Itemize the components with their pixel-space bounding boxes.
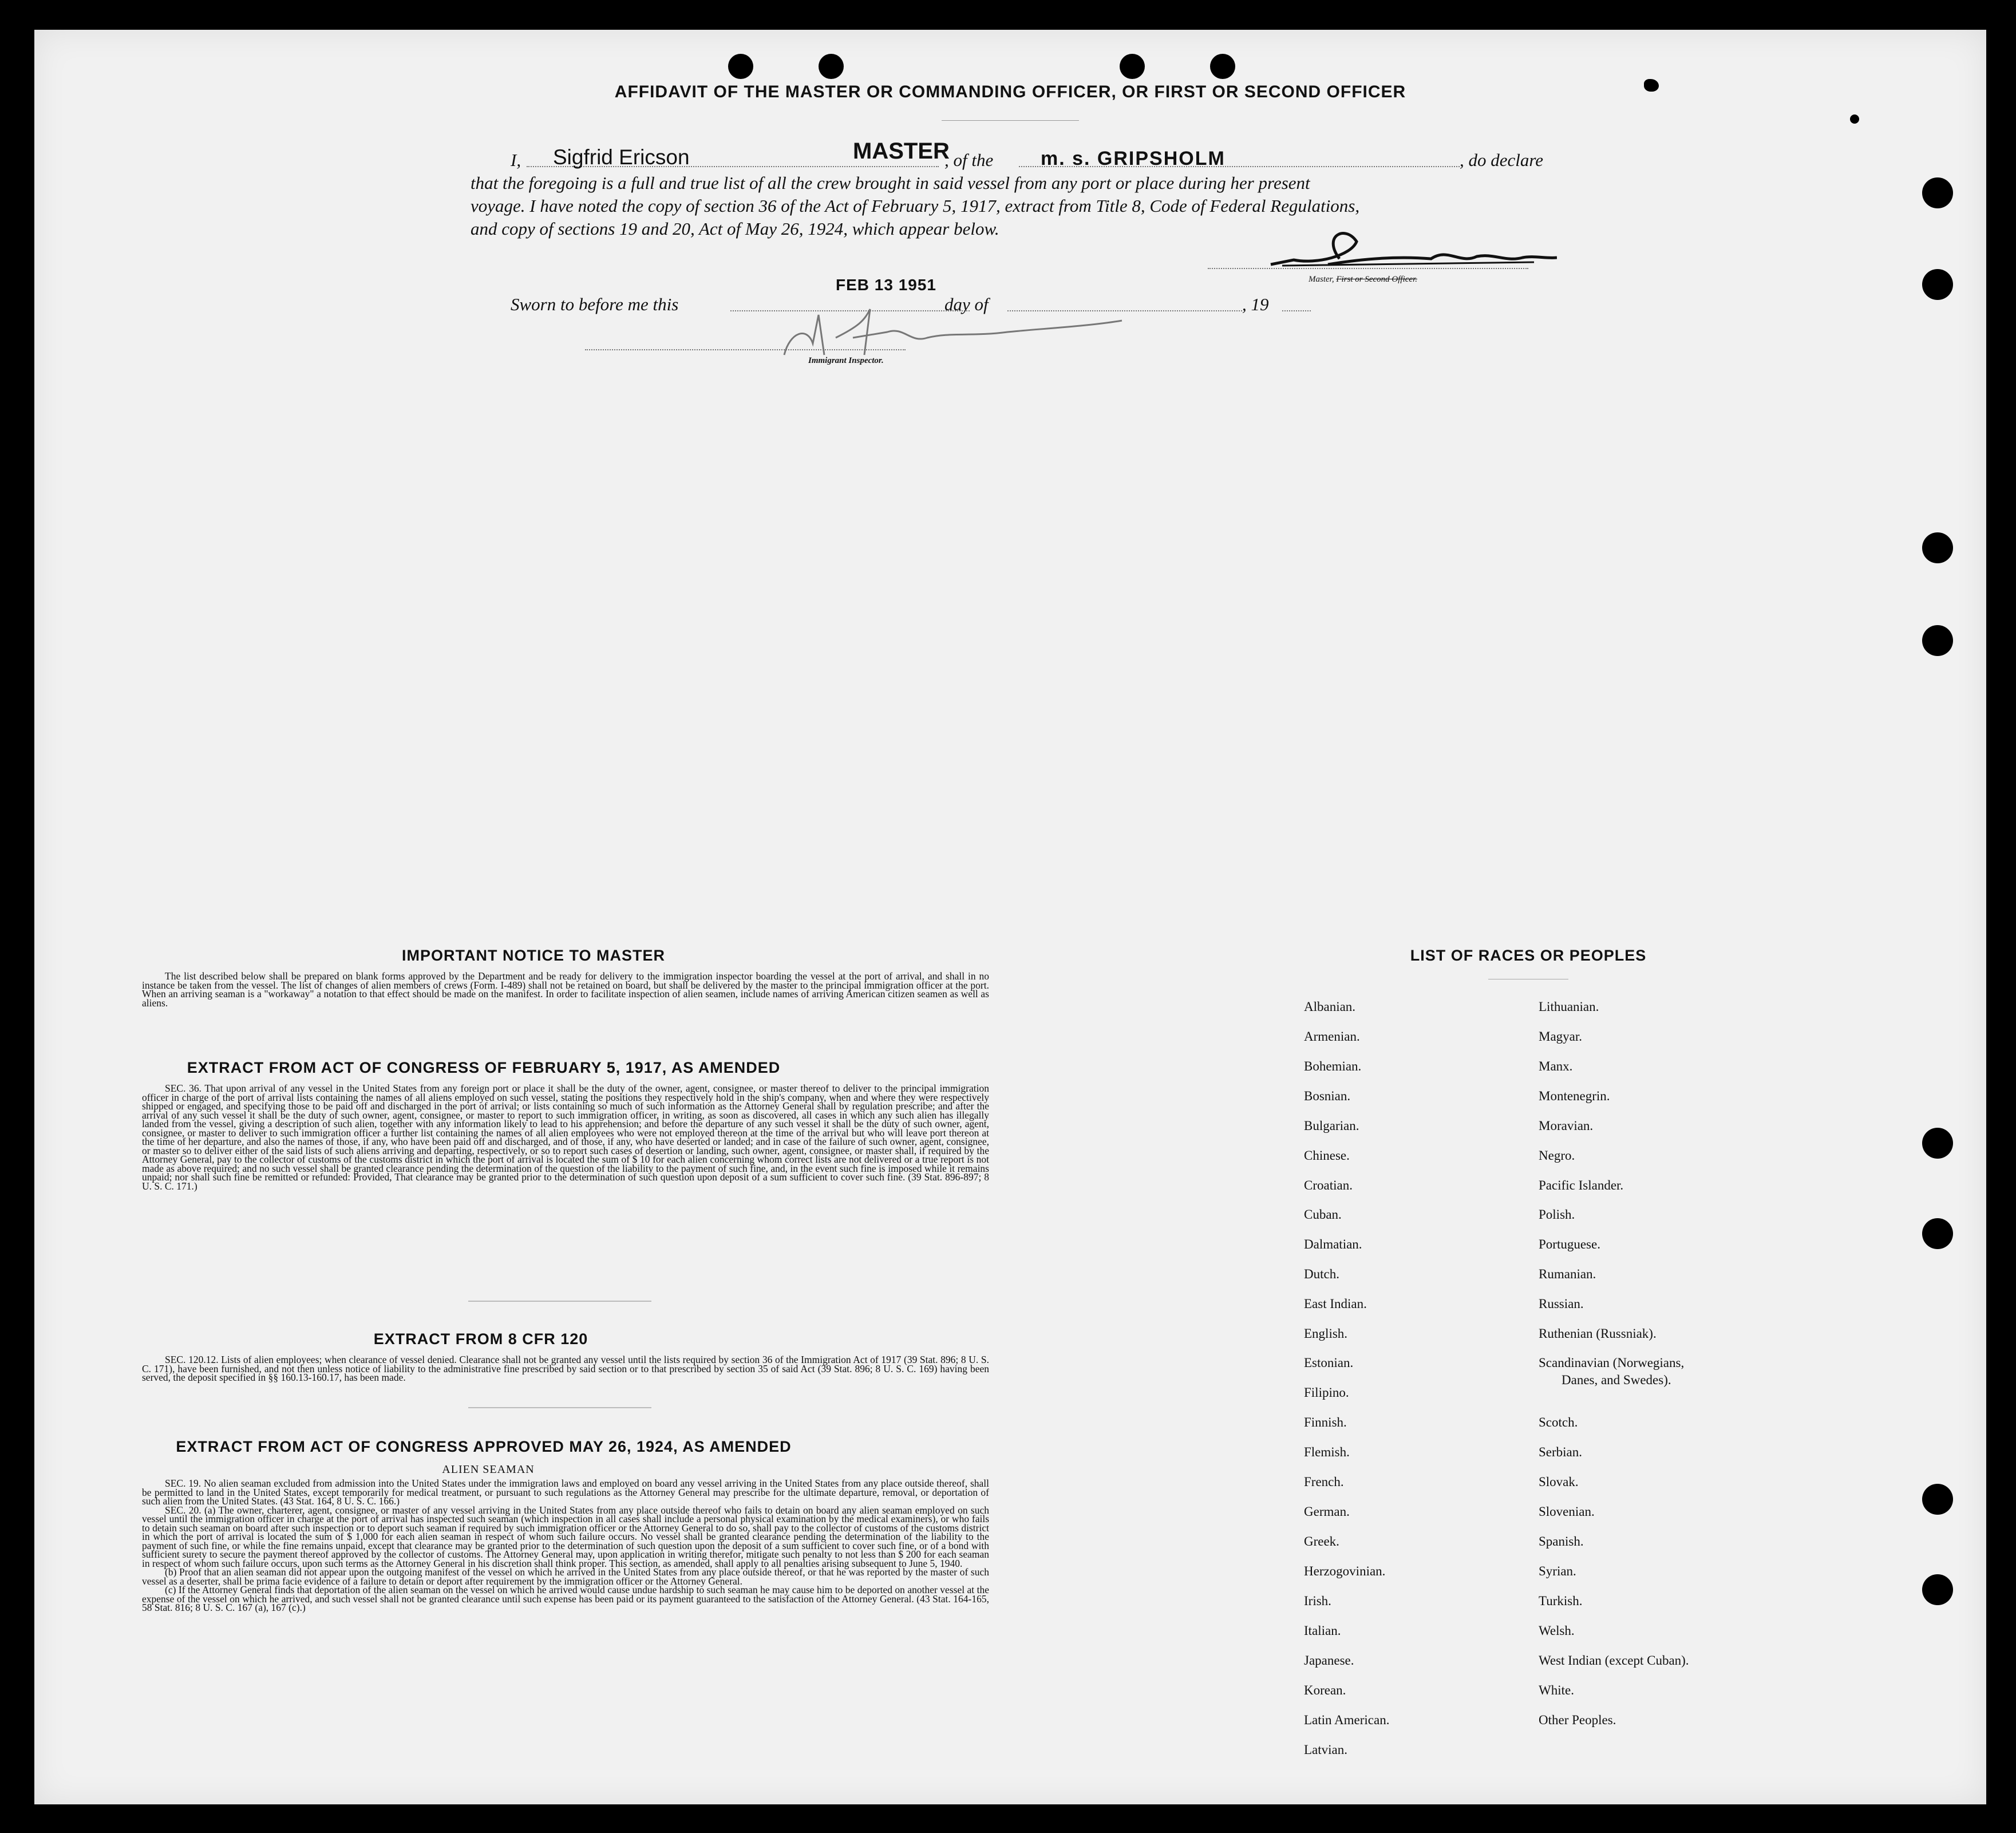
race-item: Flemish. <box>1304 1445 1350 1459</box>
race-item: Other Peoples. <box>1539 1713 1616 1727</box>
of-the-label: , of the <box>944 150 994 170</box>
race-item: Estonian. <box>1304 1356 1354 1370</box>
vessel-name: m. s. GRIPSHOLM <box>1041 148 1226 169</box>
affidavit-line-4: and copy of sections 19 and 20, Act of May 26, 1924, which appear below. <box>471 219 999 239</box>
punch-hole-r3 <box>1922 532 1953 563</box>
race-item: German. <box>1304 1504 1350 1519</box>
ink-mark <box>1850 114 1859 124</box>
race-item: Armenian. <box>1304 1029 1360 1044</box>
document-page <box>34 30 1986 1804</box>
affidavit-title: AFFIDAVIT OF THE MASTER OR COMMANDING OFFICER, OR FIRST OR SECOND OFFICER <box>614 82 1406 101</box>
race-item: Ruthenian (Russniak). <box>1539 1326 1657 1341</box>
race-item: Finnish. <box>1304 1415 1347 1429</box>
race-item: Spanish. <box>1539 1534 1584 1548</box>
affidavit-line-1: I, <box>511 150 521 170</box>
race-item: Scandinavian (Norwegians, <box>1539 1356 1685 1370</box>
race-item: Pacific Islander. <box>1539 1178 1624 1192</box>
race-item: Greek. <box>1304 1534 1339 1548</box>
race-item: Polish. <box>1539 1207 1575 1222</box>
race-item: Slovak. <box>1539 1475 1579 1489</box>
extract-1924-title: EXTRACT FROM ACT OF CONGRESS APPROVED MAY 26, 1924, AS AMENDED <box>176 1438 792 1455</box>
race-item: Russian. <box>1539 1297 1584 1311</box>
punch-hole-1 <box>728 54 753 79</box>
race-item: Slovenian. <box>1539 1504 1595 1519</box>
race-item: Bohemian. <box>1304 1059 1362 1073</box>
race-item: Filipino. <box>1304 1385 1349 1400</box>
race-item: English. <box>1304 1326 1348 1341</box>
punch-hole-r1 <box>1922 177 1953 208</box>
year-line <box>1282 310 1311 311</box>
sworn-label: Sworn to before me this <box>511 294 679 314</box>
race-item: Welsh. <box>1539 1623 1575 1638</box>
race-item: Rumanian. <box>1539 1267 1596 1281</box>
race-item: Bulgarian. <box>1304 1119 1359 1133</box>
day-of-label: day of <box>944 294 989 314</box>
race-item: Bosnian. <box>1304 1089 1351 1103</box>
race-item: Moravian. <box>1539 1119 1594 1133</box>
divider <box>468 1407 651 1408</box>
punch-hole-3 <box>1120 54 1145 79</box>
affidavit-line-3: voyage. I have noted the copy of section 36 of the Act of February 5, 1917, extract from Title 8, Code of Federal Regulations, <box>471 196 1360 216</box>
extract-1917-text: SEC. 36. That upon arrival of any vessel in the United States from any foreign port or place it shall be the duty of the owner, agent, consignee, or master thereof to deliver to the principal immigration officer in charge of the port of arrival lists containing the names of all aliens employed on such vessel, stating the positions they respectively hold in the ship's company, when and where they were respectively shipped or engaged, and specifying those to be paid off and discharged in the port of arrival; or lists containing so much of such information as the Attorney General shall by regulation prescribe; and after the arrival of any such vessel it shall be the duty of such owner, agent, consignee, or master to report to such immigration officer, in writing, as soon as discovered, all cases in which any such alien has illegally landed from the vessel, giving a description of such alien, together with any information likely to lead to his apprehension; and before the departure of any such vessel it shall be the duty of such owner, agent, consignee, or master to deliver to such immigration officer a further list containing the names of all alien employees who were not employed thereon at the time of the arrival but who will leave port thereon at the time of her departure, and also the names of those, if any, who have been paid off and discharged, and of those, if any, who have deserted or landed; and in case of the failure of such owner, agent, consignee, or master so to deliver either of the said lists of such aliens arriving and departing, respectively, or so to report such cases of desertion or landing, such owner, agent, consignee, or master shall, if required by the Attorney General, pay to the collector of customs of the customs district in which the port of arrival is located the sum of $ 10 for each alien concerning whom correct lists are not delivered or a true report is not made as above required; and no such vessel shall be granted clearance pending the determination of the question of the liability to the payment of such fine, and, in the event such fine is imposed while it remains unpaid; nor shall such fine be remitted or refunded: Provided, That clearance may be granted prior to the determination of such question upon deposit of a sum sufficient to cover such fine. (39 Stat. 896-897; 8 U. S. C. 171.) <box>142 1083 989 1192</box>
race-item: Japanese. <box>1304 1653 1354 1668</box>
race-item: Irish. <box>1304 1594 1331 1608</box>
race-item: Scotch. <box>1539 1415 1578 1429</box>
affidavit-line-2: that the foregoing is a full and true list of all the crew brought in said vessel from any port or place during her present <box>471 173 1310 193</box>
race-item: Serbian. <box>1539 1445 1583 1459</box>
race-item: Syrian. <box>1539 1564 1576 1578</box>
race-item: Dalmatian. <box>1304 1237 1362 1251</box>
race-item: Croatian. <box>1304 1178 1353 1192</box>
notice-text: The list described below shall be prepared on blank forms approved by the Department and be ready for delivery to the immigration inspector boarding the vessel at the port of arrival, and shall in no instance be taken from the vessel. The list of changes of alien members of crews (Form. I-489) shall not be retained on board, but shall be delivered by the master to the principal immigration officer at the port. When an arriving seaman is a "workaway" a notation to that effect should be made on the manifest. In order to facilitate inspection of alien seamen, include names of arriving American citizen seamen as well as aliens. <box>142 970 989 1009</box>
punch-hole-2 <box>819 54 844 79</box>
master-name: Sigfrid Ericson <box>553 145 690 169</box>
extract-cfr-text: SEC. 120.12. Lists of alien employees; when clearance of vessel denied. Clearance shall not be granted any vessel until the lists required by section 36 of the Immigration Act of 1917 (39 Stat. 896; 8 U. S. C. 171), have been furnished, and not then unless notice of liability to the administrative fine prescribed by said section or to that prescribed by section 35 of said Act (39 Stat. 896; 8 U. S. C. 169) having been served, the deposit specified in §§ 160.13-160.17, has been made. <box>142 1354 989 1383</box>
divider <box>942 120 1079 121</box>
extract-1924-subtitle: ALIEN SEAMAN <box>442 1463 535 1476</box>
year-label: , 19 <box>1242 294 1269 314</box>
master-caption: Master, First or Second Officer. <box>1309 275 1417 284</box>
race-item: Lithuanian. <box>1539 1000 1599 1014</box>
race-item: Albanian. <box>1304 1000 1356 1014</box>
race-item: Negro. <box>1539 1148 1575 1163</box>
notice-title: IMPORTANT NOTICE TO MASTER <box>402 947 665 964</box>
punch-hole-4 <box>1210 54 1235 79</box>
punch-hole-r6 <box>1922 1218 1953 1249</box>
extract-cfr-title: EXTRACT FROM 8 CFR 120 <box>373 1330 588 1348</box>
race-item: Dutch. <box>1304 1267 1339 1281</box>
inspector-caption: Immigrant Inspector. <box>808 356 884 365</box>
punch-hole-r2 <box>1922 269 1953 300</box>
punch-hole-r8 <box>1922 1574 1953 1605</box>
race-item: Latin American. <box>1304 1713 1390 1727</box>
race-item: Italian. <box>1304 1623 1341 1638</box>
punch-hole-r7 <box>1922 1484 1953 1515</box>
race-item: Cuban. <box>1304 1207 1342 1222</box>
race-item: West Indian (except Cuban). <box>1539 1653 1689 1668</box>
race-item: Manx. <box>1539 1059 1573 1073</box>
race-item: White. <box>1539 1683 1574 1697</box>
race-item: Montenegrin. <box>1539 1089 1610 1103</box>
race-item: Herzogovinian. <box>1304 1564 1386 1578</box>
race-item: East Indian. <box>1304 1297 1367 1311</box>
race-item: Chinese. <box>1304 1148 1350 1163</box>
punch-hole-r5 <box>1922 1128 1953 1159</box>
inspector-signature-line <box>585 349 906 350</box>
race-item: Danes, and Swedes). <box>1562 1373 1671 1387</box>
races-title: LIST OF RACES OR PEOPLES <box>1410 947 1647 964</box>
rank-value: MASTER <box>853 139 950 164</box>
race-item: Korean. <box>1304 1683 1346 1697</box>
race-item: Latvian. <box>1304 1743 1347 1757</box>
extract-1924-text: SEC. 19. No alien seaman excluded from admission into the United States under the immigration laws and employed on board any vessel arriving in the United States from any place outside thereof, shall be permitted to land in the United States, except temporarily for medical treatment, or pursuant to such regulations as the Attorney General may prescribe for the ultimate departure, removal, or deportation of such alien from the United States. (43 Stat. 164, 8 U. S. C. 166.) SEC. 20. (a) The owner, charterer, agent, consignee, or master of any vessel arriving in the United States from any place outside thereof who fails to detain on board any alien seaman employed on such vessel until the immigration officer in charge at the port of arrival has inspected such seaman (which inspection in all cases shall include a personal physical examination by the medical examiners), or who fails to detain such seaman on board after such inspection or to deport such seaman if required by such immigration officer or the Attorney General to do so, shall pay to the collector of customs of the customs district in which the port of arrival is located the sum of $ 1,000 for each alien seaman in respect of whom such failure occurs. No vessel shall be granted clearance pending the determination of the liability to the payment of such fine, or while the fine remains unpaid, except that clearance may be granted prior to the determination of such question upon the deposit of a sum sufficient to cover such fine, or of a bond with sufficient surety to secure the payment thereof approved by the collector of customs. The Attorney General may, upon application in writing therefor, mitigate such penalty to not less than $ 200 for each seaman in respect of whom such failure occurs, upon such terms as the Attorney General in his discretion shall think proper. This section, as amended, shall apply to all penalties arising subsequent to June 5, 1940. (b) Proof that an alien seaman did not appear upon the outgoing manifest of the vessel on which he arrived in the United States from any place outside thereof, or that he was reported by the master of such vessel as a deserter, shall be prima facie evidence of a failure to detain or deport after requirement by the immigration officer or the Attorney General. (c) If the Attorney General finds that deportation of the alien seaman on the vessel on which he arrived would cause undue hardship to such seaman he may cause him to be deported on another vessel at the expense of the vessel on which he arrived, and such vessel shall not be granted clearance until such expense has been paid or its payment guaranteed to the satisfaction of the Attorney General. (43 Stat. 164-165, 58 Stat. 816; 8 U. S. C. 167 (a), 167 (c).) <box>142 1478 989 1613</box>
race-item: Turkish. <box>1539 1594 1583 1608</box>
race-item: Magyar. <box>1539 1029 1583 1044</box>
date-stamp: FEB 13 1951 <box>836 276 936 294</box>
divider <box>468 1301 651 1302</box>
punch-hole-r4 <box>1922 625 1953 656</box>
race-item: French. <box>1304 1475 1344 1489</box>
declare-label: , do declare <box>1460 150 1544 170</box>
extract-1917-title: EXTRACT FROM ACT OF CONGRESS OF FEBRUARY 5, 1917, AS AMENDED <box>187 1059 781 1076</box>
race-item: Portuguese. <box>1539 1237 1600 1251</box>
